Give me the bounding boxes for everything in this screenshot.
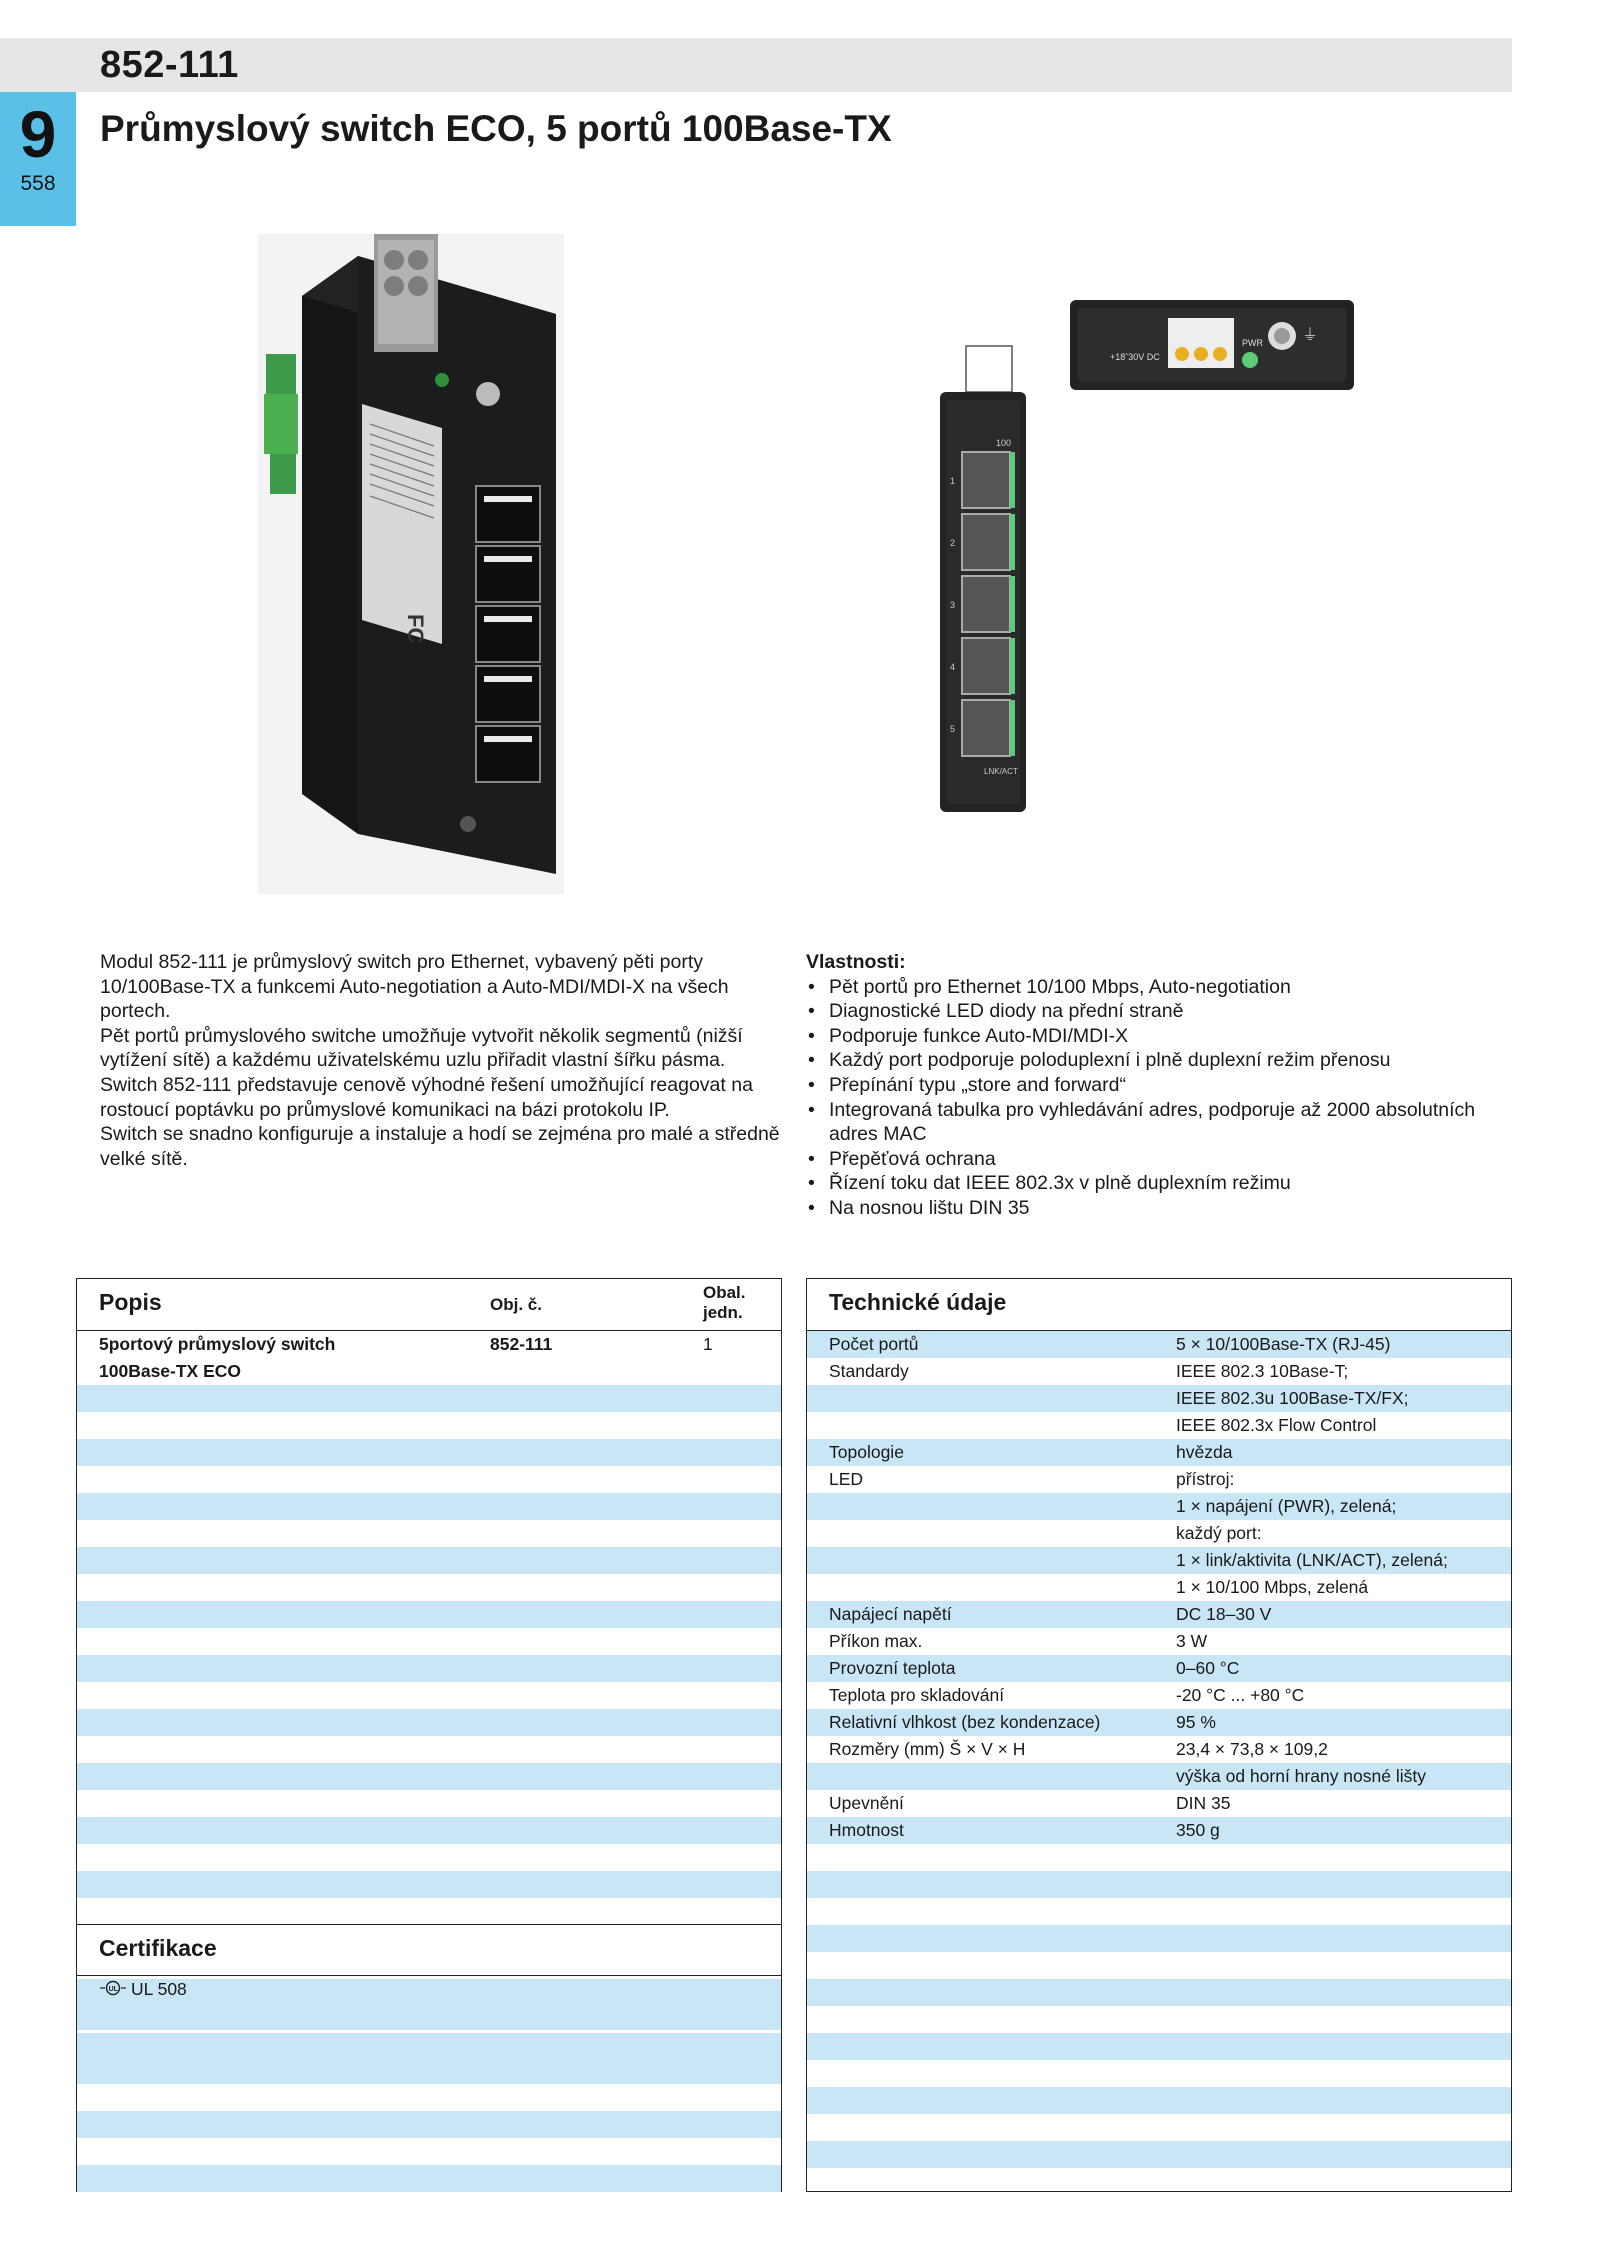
order-row-pack: 1 [703,1334,713,1354]
product-description [100,950,790,1171]
tech-row-value: 0–60 °C [1176,1658,1240,1678]
switch-photo-illustration [258,234,564,894]
order-row-order-no: 852-111 [490,1334,553,1354]
order-row-description: 100Base-TX ECO [99,1361,242,1381]
tech-row-label: LED [829,1469,864,1489]
tech-row-value: IEEE 802.3u 100Base-TX/FX; [1176,1388,1409,1408]
svg-text:⏚: ⏚ [1302,325,1319,344]
certification-stripes [77,1976,781,2192]
col-description-header: Popis [99,1289,162,1315]
certification-heading: Certifikace [99,1935,217,1961]
product-title: Průmyslový switch ECO, 5 portů 100Base-TX [100,108,892,149]
tech-row-value: 1 × link/aktivita (LNK/ACT), zelená; [1176,1550,1448,1570]
description-paragraph: Modul 852-111 je průmyslový switch pro Ethernet, vybavený pěti porty 10/100Base-TX a funkcemi Auto-negotiation a Auto-MDI/MDI-X na všech portech. [100,951,729,1023]
svg-text:UL: UL [108,1985,118,1993]
drawing-bottom-label: LNK/ACT [984,767,1018,776]
power-label: +18˜30V DC [1110,352,1160,362]
tech-row-label: Hmotnost [829,1820,904,1840]
tech-row-label: Napájecí napětí [829,1604,952,1624]
feature-item: • Pět portů pro Ethernet 10/100 Mbps, Auto-negotiation [806,975,1506,1000]
tech-row-label: Standardy [829,1361,909,1381]
tech-data-table [806,1278,1512,2192]
tech-row-label: Příkon max. [829,1631,923,1651]
tech-row-label: Relativní vlhkost (bez kondenzace) [829,1712,1101,1732]
tech-row-value: 23,4 × 73,8 × 109,2 [1176,1739,1328,1759]
feature-item: • Každý port podporuje poloduplexní i plně duplexní režim přenosu [806,1048,1506,1073]
chapter-tab [0,92,76,226]
svg-text:FC: FC [403,614,428,644]
tech-data-header [807,1279,1511,1331]
tech-row-value: DC 18–30 V [1176,1604,1272,1624]
tech-row-value: 95 % [1176,1712,1216,1732]
description-paragraph: Switch 852-111 představuje cenově výhodné řešení umožňující reagovat na rostoucí poptávku po průmyslové komunikaci na bázi protokolu IP. [100,1073,753,1121]
page-number: 558 [20,172,56,195]
drawing-top-label: 100 [996,438,1012,448]
product-photo [258,234,564,894]
feature-item: • Podporuje funkce Auto-MDI/MDI-X [806,1024,1506,1049]
technical-drawing [940,300,1360,820]
features-list [806,950,1506,1221]
description-paragraph: Pět portů průmyslového switche umožňuje vytvořit několik segmentů (nižší vytížení sítě) a každému uživatelskému uzlu přiřadit vlastní šířku pásma. [100,1024,743,1072]
tech-row-value: každý port: [1176,1523,1262,1543]
description-paragraph: Switch se snadno konfiguruje a instaluje a hodí se zejména pro malé a středně velké sítě. [100,1123,780,1170]
tech-row-label: Teplota pro skladování [829,1685,1005,1705]
port-number: 3 [950,600,956,610]
chapter-number: 9 [19,97,57,171]
switch-drawing-illustration [940,300,1360,820]
product-code: 852-111 [100,44,239,86]
col-pack-header-line1: Obal. [703,1283,746,1302]
tech-row-value: 1 × napájení (PWR), zelená; [1176,1496,1397,1516]
tech-row-label: Provozní teplota [829,1658,956,1678]
tech-row-value: přístroj: [1176,1469,1235,1489]
feature-item: • Přepínání typu „store and forward“ [806,1073,1506,1098]
tech-row-label: Upevnění [829,1793,904,1813]
tech-row-value: -20 °C ... +80 °C [1176,1685,1305,1705]
tech-row-value: IEEE 802.3x Flow Control [1176,1415,1377,1435]
tech-row-value: výška od horní hrany nosné lišty [1176,1766,1426,1786]
tech-row-value: DIN 35 [1176,1793,1231,1813]
tech-row-value: 3 W [1176,1631,1208,1651]
port-number: 5 [950,724,956,734]
feature-item: • Přepěťová ochrana [806,1147,1506,1172]
features-heading: Vlastnosti: [806,951,906,973]
tech-row-value: 350 g [1176,1820,1220,1840]
tech-row-value: 1 × 10/100 Mbps, zelená [1176,1577,1369,1597]
tech-row-label: Topologie [829,1442,904,1462]
feature-item: • Na nosnou lištu DIN 35 [806,1196,1506,1221]
certification-label: UL 508 [131,1979,187,1999]
col-order-no-header: Obj. č. [490,1295,542,1314]
feature-item: • Diagnostické LED diody na přední straně [806,999,1506,1024]
certification-header [77,1924,781,1976]
order-table [76,1278,782,2192]
ul-listed-icon [99,1977,127,2004]
port-number: 4 [950,662,956,672]
col-pack-header-line2: jedn. [703,1303,743,1322]
tech-data-heading: Technické údaje [829,1289,1007,1315]
tech-row-label: Počet portů [829,1334,919,1354]
tech-row-value: IEEE 802.3 10Base-T; [1176,1361,1349,1381]
port-number: 1 [950,476,956,486]
tech-row-value: hvězda [1176,1442,1233,1462]
pwr-label: PWR [1242,338,1263,348]
certification-item [99,1976,187,2004]
tech-row-value: 5 × 10/100Base-TX (RJ-45) [1176,1334,1391,1354]
tech-row-label: Rozměry (mm) Š × V × H [829,1739,1026,1759]
order-table-header [77,1279,781,1331]
order-row-description: 5portový průmyslový switch [99,1334,336,1354]
port-number: 2 [950,538,956,548]
feature-item: • Integrovaná tabulka pro vyhledávání adres, podporuje až 2000 absolutních adres MAC [806,1098,1506,1147]
feature-item: • Řízení toku dat IEEE 802.3x v plně duplexním režimu [806,1171,1506,1196]
